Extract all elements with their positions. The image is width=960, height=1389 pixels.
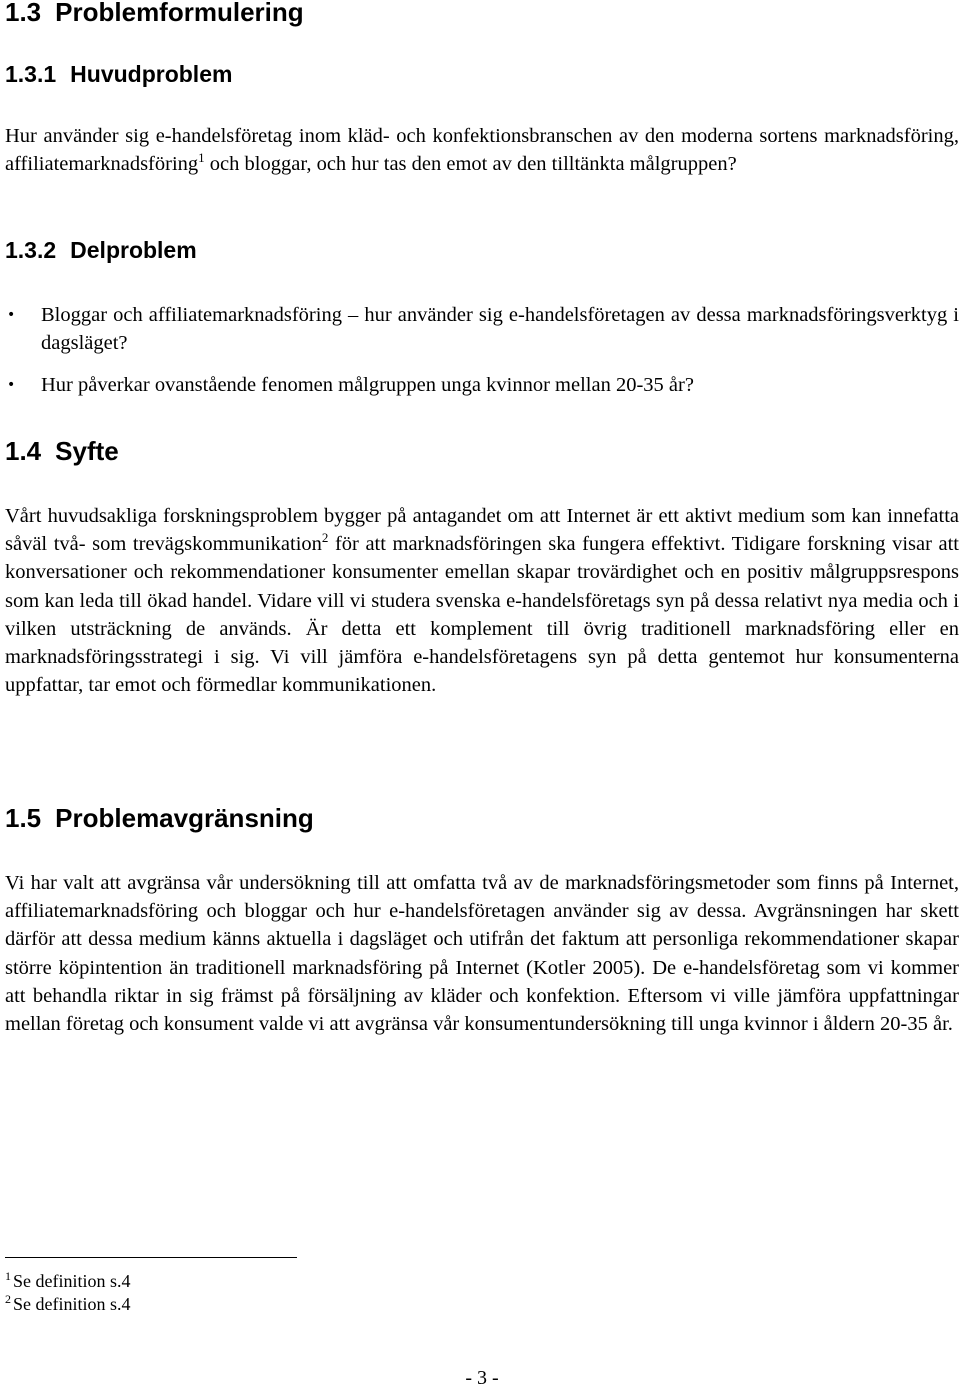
heading-huvudproblem bbox=[5, 60, 232, 88]
footnote-ref: 1 bbox=[198, 150, 205, 166]
paragraph-text: Hur använder sig e-handelsföretag inom kläd- och konfektionsbranschen av den moderna sortens marknadsföring, affiliatemarknadsföring bbox=[5, 125, 959, 176]
heading-problemformulering bbox=[5, 0, 304, 27]
footnote-divider bbox=[5, 1257, 297, 1258]
section-title: Delproblem bbox=[70, 237, 197, 263]
footnote-mark: 2 bbox=[5, 1292, 11, 1306]
paragraph-problemavgransning: Vi har valt att avgränsa vår undersökning till att omfatta två av de marknadsföringsmetoder som finns på Internet, affiliatemarknadsföring och bloggar och hur e-handelsföretagen använder sig av dessa. Avgränsningen har skett därför att dessa medium känns aktuella i dagsläget och utifrån det faktum att personliga rekommendationer skapar större köpintention än traditionell marknadsföring på Internet (Kotler 2005). De e-handelsföretag som vi kommer att behandla riktar in sig främst på försäljning av kläder och konfektion. Eftersom vi ville jämföra uppfattningar mellan företag och konsument valde vi att avgränsa vår konsumentundersökning till unga kvinnor i åldern 20-35 år. bbox=[5, 872, 959, 1036]
section-number: 1.4 bbox=[5, 436, 42, 466]
heading-problemavgransning bbox=[5, 803, 314, 833]
section-number: 1.3.2 bbox=[5, 237, 57, 263]
heading-syfte bbox=[5, 436, 119, 466]
bullet-icon bbox=[5, 371, 41, 401]
section-title: Problemavgränsning bbox=[55, 803, 314, 833]
footnote bbox=[5, 1293, 131, 1315]
section-number: 1.3.1 bbox=[5, 61, 57, 87]
paragraph-text: och bloggar, och hur tas den emot av den tilltänkta målgruppen? bbox=[204, 153, 737, 176]
section-number: 1.5 bbox=[5, 803, 42, 833]
page-number: - 3 - bbox=[465, 1367, 499, 1389]
footnote-ref: 2 bbox=[321, 530, 329, 546]
bullet-text: Hur påverkar ovanstående fenomen målgruppen unga kvinnor mellan 20-35 år? bbox=[41, 374, 694, 396]
paragraph-syfte bbox=[5, 502, 959, 699]
paragraph-text: för att marknadsföringen ska fungera effektivt. Tidigare forskning visar att konversationer och rekommendationer konsumenter emellan skapar trovärdighet och en positiv målgruppsrespons som kan leda till ökad handel. Vidare vill vi studera svenska e-handelsföretags syn på dessa relativt nya media och i vilken utsträckning de används. Är detta ett komplement till övrig traditionell marknadsföring eller en marknadsföringsstrategi i sig. Vi vill jämföra e-handelsföretagens syn på detta gentemot hur konsumenterna uppfattar, tar emot och förmedlar kommunikationen. bbox=[5, 533, 960, 697]
section-number: 1.3 bbox=[5, 0, 42, 27]
heading-delproblem bbox=[5, 236, 197, 264]
bullet-icon bbox=[5, 301, 41, 331]
footnote-text: Se definition s.4 bbox=[13, 1294, 131, 1314]
section-title: Problemformulering bbox=[55, 0, 304, 27]
section-title: Huvudproblem bbox=[70, 61, 233, 87]
paragraph-huvudproblem bbox=[5, 122, 959, 178]
footnote-mark: 1 bbox=[5, 1269, 11, 1283]
footnote bbox=[5, 1270, 131, 1292]
bullet-item bbox=[41, 371, 959, 399]
bullet-item bbox=[41, 301, 959, 357]
footnote-text: Se definition s.4 bbox=[13, 1271, 131, 1291]
section-title: Syfte bbox=[55, 436, 119, 466]
paragraph-text: Vårt huvudsakliga forskningsproblem bygger på antagandet om att Internet är ett aktivt medium som kan innefatta såväl två- som trevägskommunikation bbox=[5, 505, 959, 556]
bullet-text: Bloggar och affiliatemarknadsföring – hur använder sig e-handelsföretagen av dessa marknadsföringsverktyg i dagsläget? bbox=[41, 304, 959, 355]
